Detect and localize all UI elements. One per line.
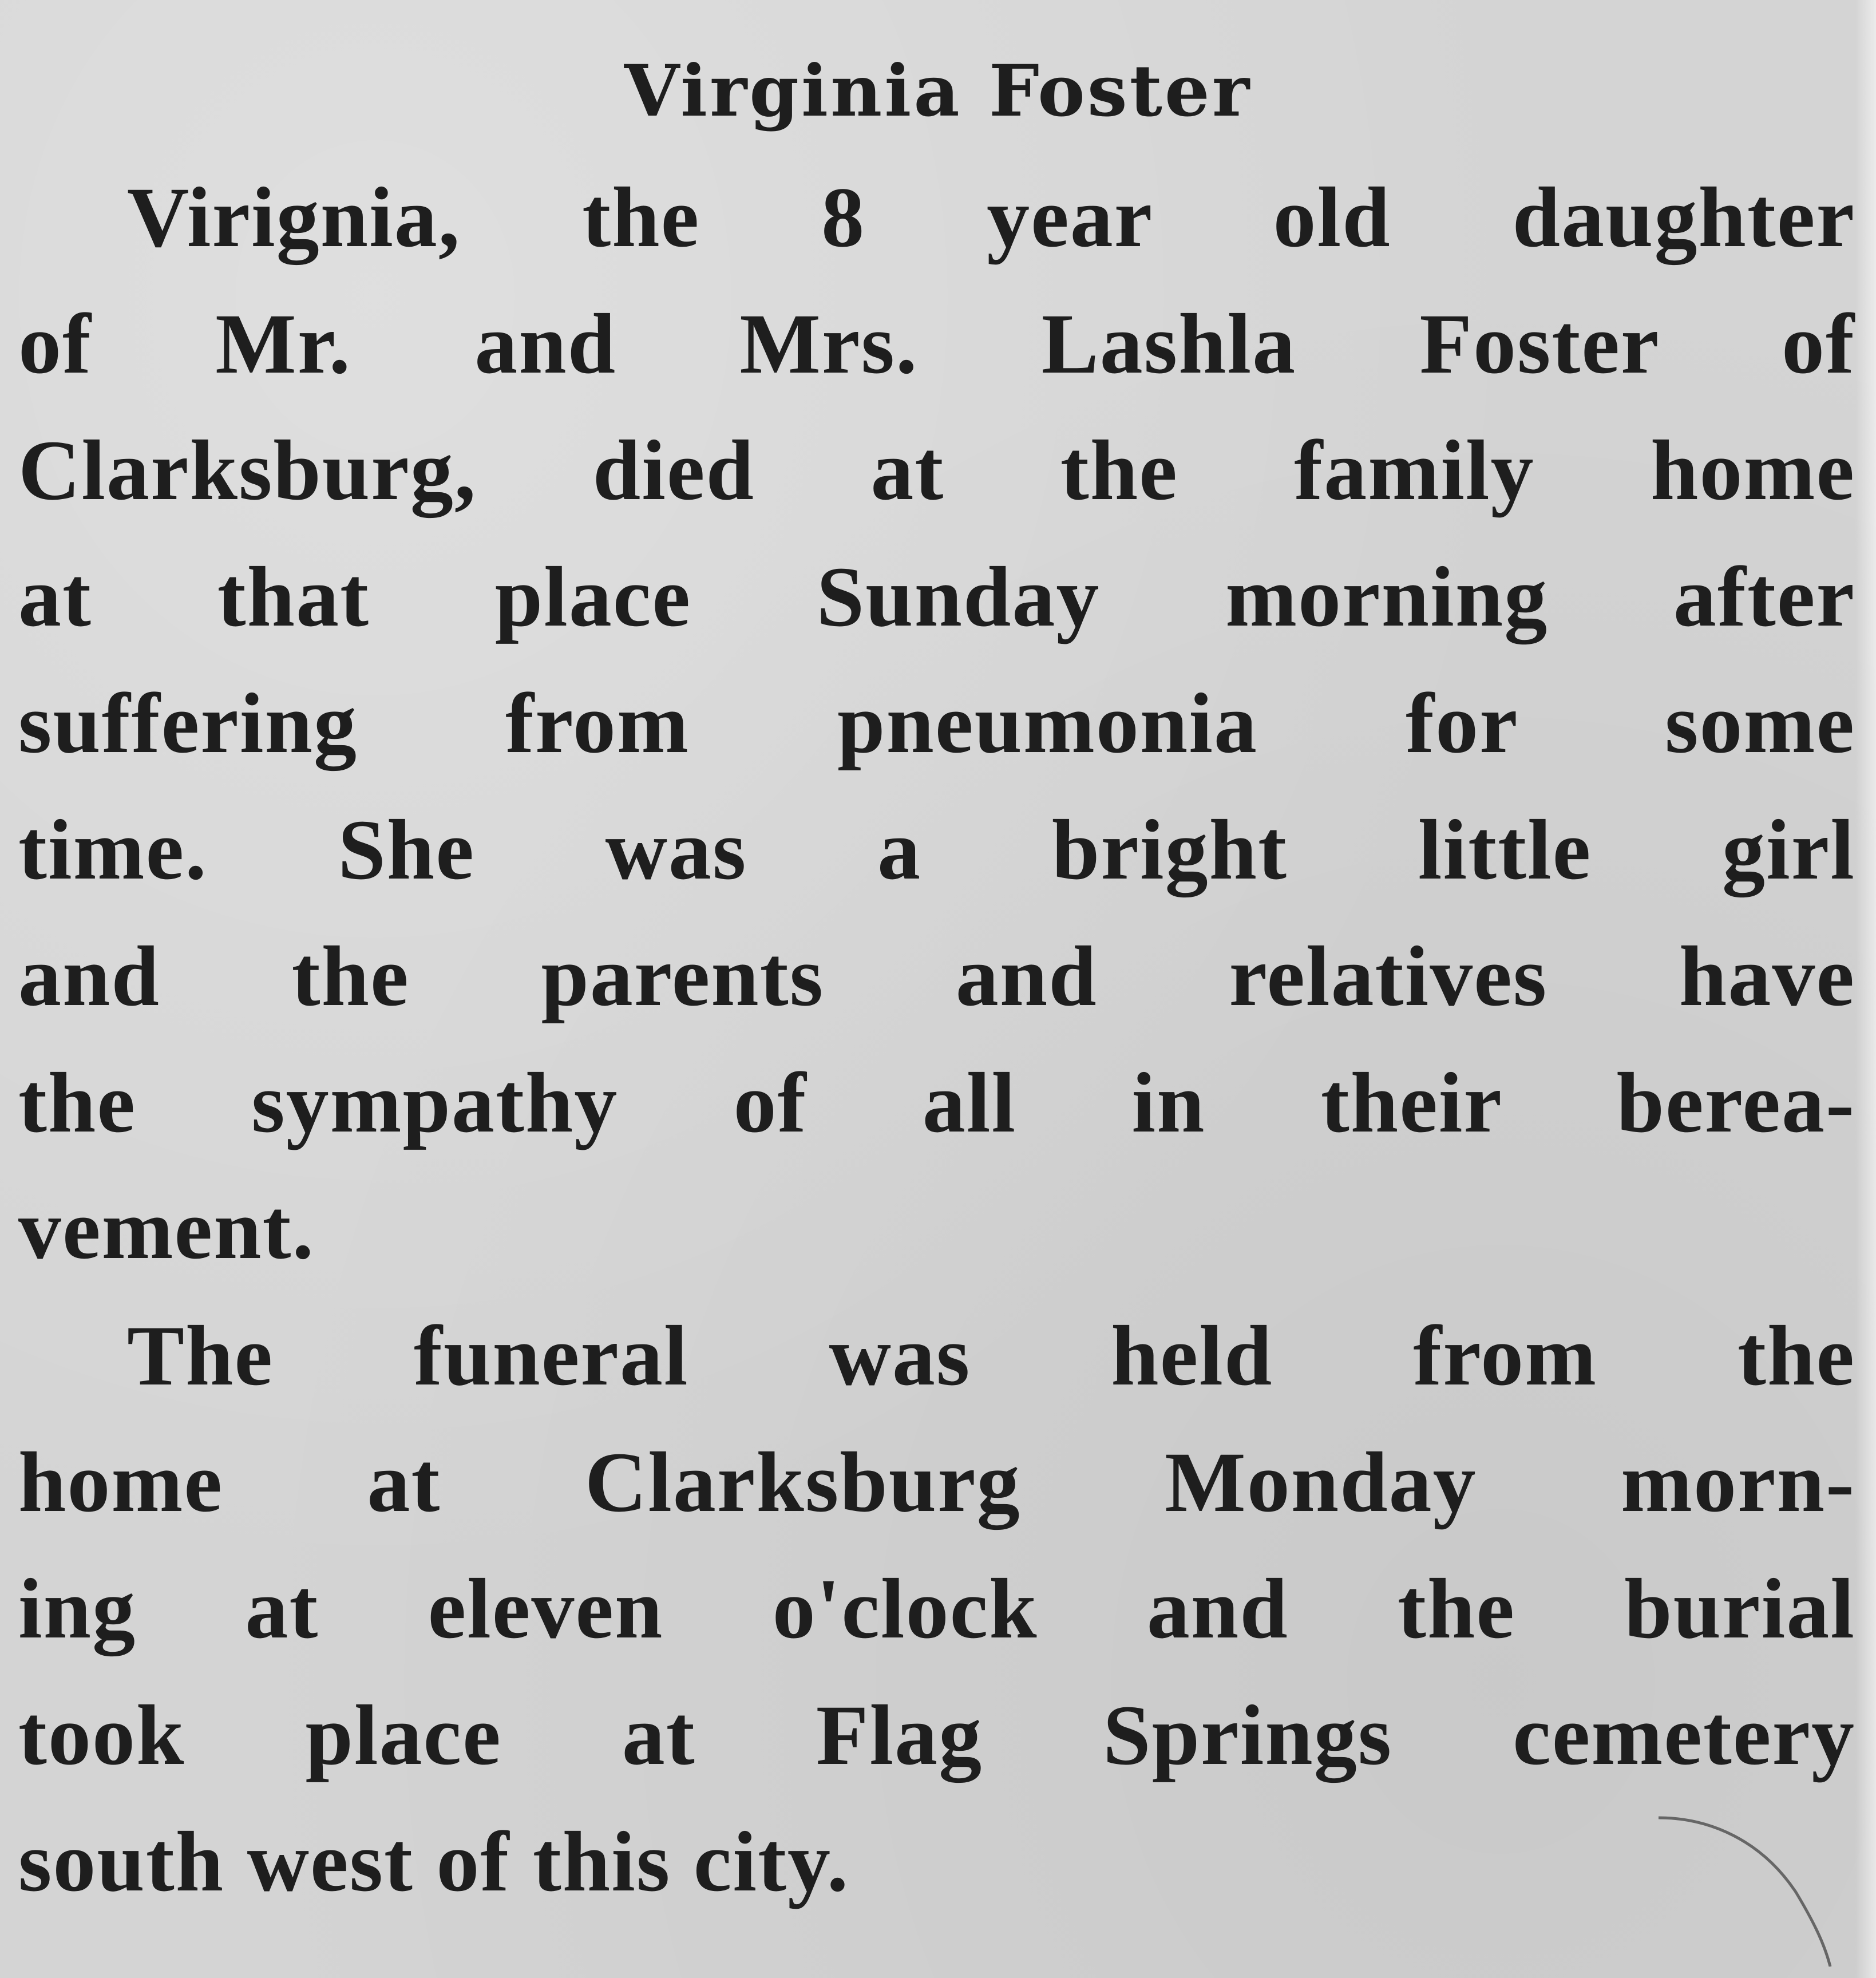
article-line: took place at Flag Springs cemetery [18,1688,1855,1783]
article-line: south west of this city. [18,1814,850,1909]
article-line: vement. [18,1182,315,1277]
article-line: Clarksburg, died at the family home [18,423,1855,518]
article-body [18,155,1855,1925]
article-line: ing at eleven o'clock and the burial [18,1561,1855,1656]
article-line: time. She was a bright little girl [18,802,1855,897]
article-line: home at Clarksburg Monday morn- [18,1435,1855,1530]
article-line: The funeral was held from the [127,1308,1855,1403]
article-line: at that place Sunday morning after [18,549,1855,644]
article-line: the sympathy of all in their berea- [18,1055,1855,1150]
article-line: suffering from pneumonia for some [18,676,1855,771]
headline: Virginia Foster [624,50,1252,133]
article-line: of Mr. and Mrs. Lashla Foster of [18,296,1855,391]
clipping-edge [1855,0,1876,1978]
article-line: and the parents and relatives have [18,929,1855,1024]
article-line: Virignia, the 8 year old daughter [127,170,1855,265]
